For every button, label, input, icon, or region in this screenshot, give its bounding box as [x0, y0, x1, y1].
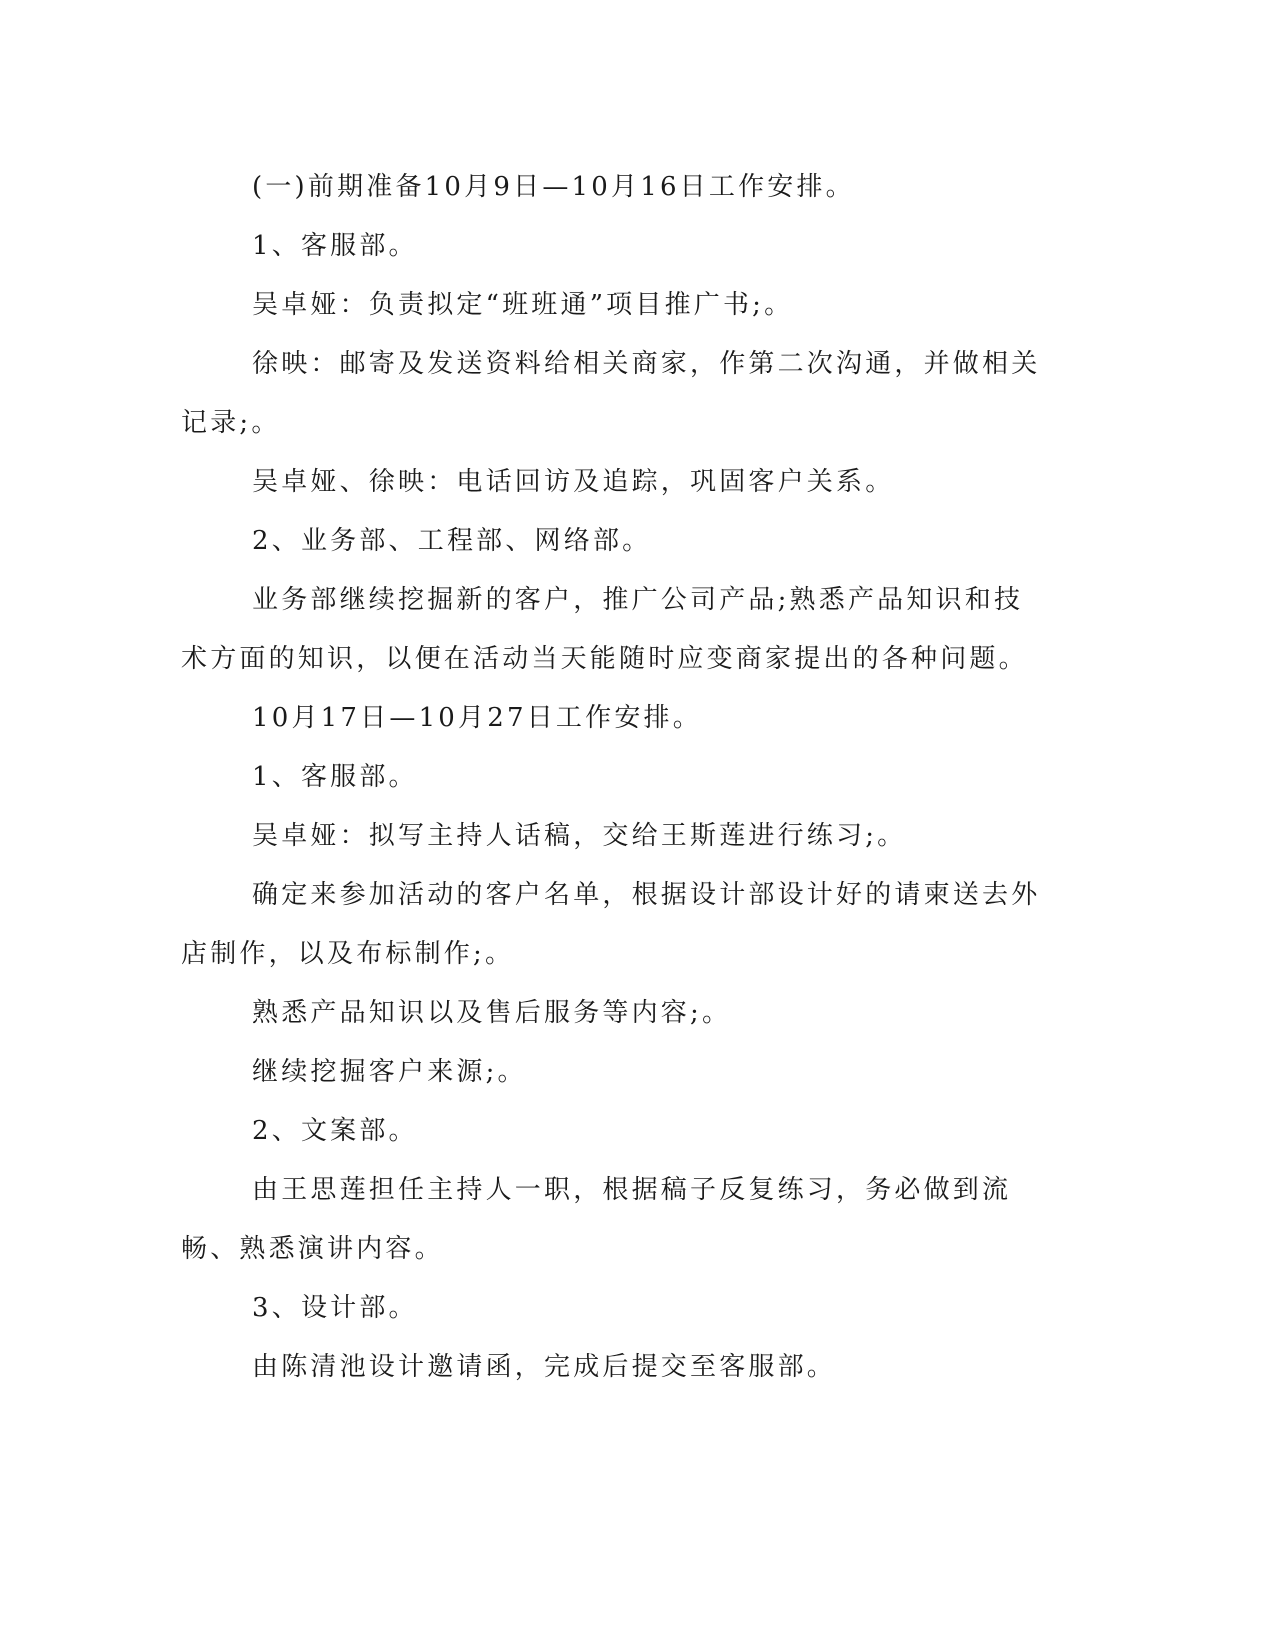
- section-heading-phase-one: (一)前期准备10月9日—10月16日工作安排。: [252, 172, 855, 202]
- paragraph-product-knowledge: 熟悉产品知识以及售后服务等内容;。: [252, 998, 732, 1028]
- paragraph-phone-followup: 吴卓娅、徐映：电话回访及追踪，巩固客户关系。: [252, 467, 895, 497]
- item-business-departments: 2、业务部、工程部、网络部。: [252, 526, 652, 556]
- item-customer-service: 1、客服部。: [252, 231, 418, 261]
- paragraph-xu-mailing: 徐映：邮寄及发送资料给相关商家，作第二次沟通，并做相关记录;。: [181, 349, 1041, 438]
- item-copywriting-dept: 2、文案部。: [252, 1116, 418, 1146]
- paragraph-host-script: 吴卓娅：拟写主持人话稿，交给王斯莲进行练习;。: [252, 821, 907, 851]
- document-body: [181, 158, 1041, 1397]
- item-design-dept: 3、设计部。: [252, 1293, 418, 1323]
- paragraph-host-practice: 由王思莲担任主持人一职，根据稿子反复练习，务必做到流畅、熟悉演讲内容。: [181, 1175, 1012, 1264]
- paragraph-invitation-design: 由陈清池设计邀请函，完成后提交至客服部。: [252, 1352, 837, 1382]
- item-customer-service-2: 1、客服部。: [252, 762, 418, 792]
- paragraph-wu-proposal: 吴卓娅：负责拟定“班班通”项目推广书;。: [252, 290, 794, 320]
- paragraph-client-sources: 继续挖掘客户来源;。: [252, 1057, 527, 1087]
- paragraph-client-list: 确定来参加活动的客户名单，根据设计部设计好的请柬送去外店制作，以及布标制作;。: [181, 880, 1041, 969]
- paragraph-business-dept: 业务部继续挖掘新的客户，推广公司产品;熟悉产品知识和技术方面的知识，以便在活动当天能随时应变商家提出的各种问题。: [181, 585, 1028, 674]
- section-heading-phase-two: 10月17日—10月27日工作安排。: [252, 703, 702, 733]
